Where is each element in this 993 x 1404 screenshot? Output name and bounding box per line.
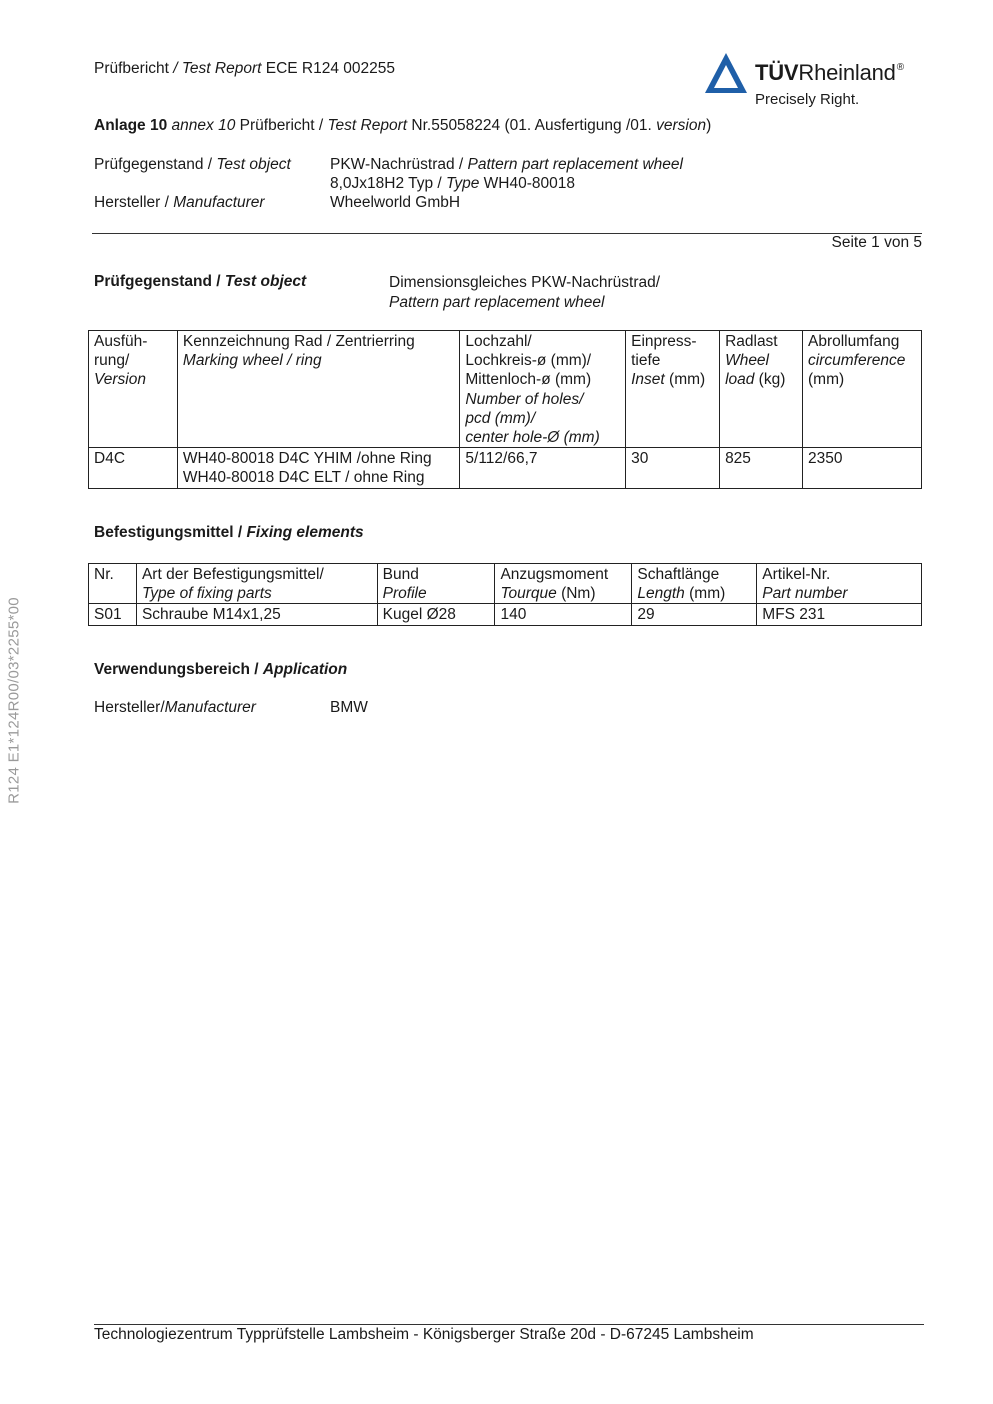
table-cell: 825 — [720, 448, 803, 488]
fixing-table — [88, 563, 922, 626]
header-cell: Lochzahl/ Lochkreis-ø (mm)/ Mittenloch-ø (mm) Number of holes/ pcd (mm)/ center hole-Ø (mm) — [460, 331, 626, 448]
meta-manufacturer-value: Wheelworld GmbH — [330, 194, 461, 211]
table-cell: 5/112/66,7 — [460, 448, 626, 488]
page-number: Seite 1 von 5 — [831, 234, 922, 251]
table-cell: 29 — [632, 604, 757, 625]
application-heading: Verwendungsbereich / Application — [94, 661, 348, 678]
test-object-heading: Prüfgegenstand / Test object — [94, 273, 307, 290]
meta-type-line: 8,0Jx18H2 Typ / Type WH40-80018 — [330, 175, 575, 192]
meta-manufacturer-label: Hersteller / Manufacturer — [94, 194, 265, 211]
wheel-table — [88, 330, 922, 489]
table-cell: 2350 — [803, 448, 922, 488]
header-cell: Nr. — [89, 564, 137, 604]
table-cell: Kugel Ø28 — [377, 604, 495, 625]
meta-object-value: PKW-Nachrüstrad / Pattern part replacement wheel — [330, 156, 683, 173]
meta-object-label: Prüfgegenstand / Test object — [94, 156, 291, 173]
header-cell: Anzugsmoment Tourque (Nm) — [495, 564, 632, 604]
wheel-table-header — [89, 331, 922, 448]
header-cell: Schaftlänge Length (mm) — [632, 564, 757, 604]
header-cell: Ausfüh- rung/ Version — [89, 331, 178, 448]
table-cell: 140 — [495, 604, 632, 625]
header-cell: Artikel-Nr. Part number — [757, 564, 922, 604]
header-cell: Kennzeichnung Rad / Zentrierring Marking wheel / ring — [177, 331, 459, 448]
table-row — [89, 604, 922, 625]
table-cell: MFS 231 — [757, 604, 922, 625]
approval-stamp-vertical: R124 E1*124R00/03*2255*00 — [5, 597, 23, 804]
header-divider — [92, 233, 922, 234]
header-cell: Bund Profile — [377, 564, 495, 604]
fixing-table-header — [89, 564, 922, 604]
logo-wordmark: TÜVRheinland® — [755, 60, 904, 85]
footer-address: Technologiezentrum Typprüfstelle Lambsheim - Königsberger Straße 20d - D-67245 Lambsheim — [94, 1326, 754, 1343]
test-object-value: Dimensionsgleiches PKW-Nachrüstrad/ Pattern part replacement wheel — [389, 274, 661, 311]
header-cell: Radlast Wheel load (kg) — [720, 331, 803, 448]
header-cell: Art der Befestigungsmittel/ Type of fixing parts — [136, 564, 377, 604]
logo-tagline: Precisely Right. — [755, 91, 860, 108]
application-manufacturer-value: BMW — [330, 699, 368, 716]
table-cell: 30 — [626, 448, 720, 488]
fixing-heading: Befestigungsmittel / Fixing elements — [94, 524, 364, 541]
tuv-rheinland-logo — [703, 49, 928, 111]
application-manufacturer-label: Hersteller/Manufacturer — [94, 699, 256, 716]
table-cell: S01 — [89, 604, 137, 625]
annex-line: Anlage 10 annex 10 Prüfbericht / Test Report Nr.55058224 (01. Ausfertigung /01. version) — [94, 117, 712, 134]
table-cell: Schraube M14x1,25 — [136, 604, 377, 625]
report-header-title: Prüfbericht / Test Report ECE R124 002255 — [94, 60, 396, 77]
table-cell: D4C — [89, 448, 178, 488]
tuv-triangle-icon — [703, 51, 749, 95]
header-cell: Einpress- tiefe Inset (mm) — [626, 331, 720, 448]
footer-divider — [94, 1324, 924, 1325]
header-cell: Abrollumfang circumference (mm) — [803, 331, 922, 448]
table-cell: WH40-80018 D4C YHIM /ohne Ring WH40-80018 D4C ELT / ohne Ring — [177, 448, 459, 488]
table-row — [89, 448, 922, 488]
